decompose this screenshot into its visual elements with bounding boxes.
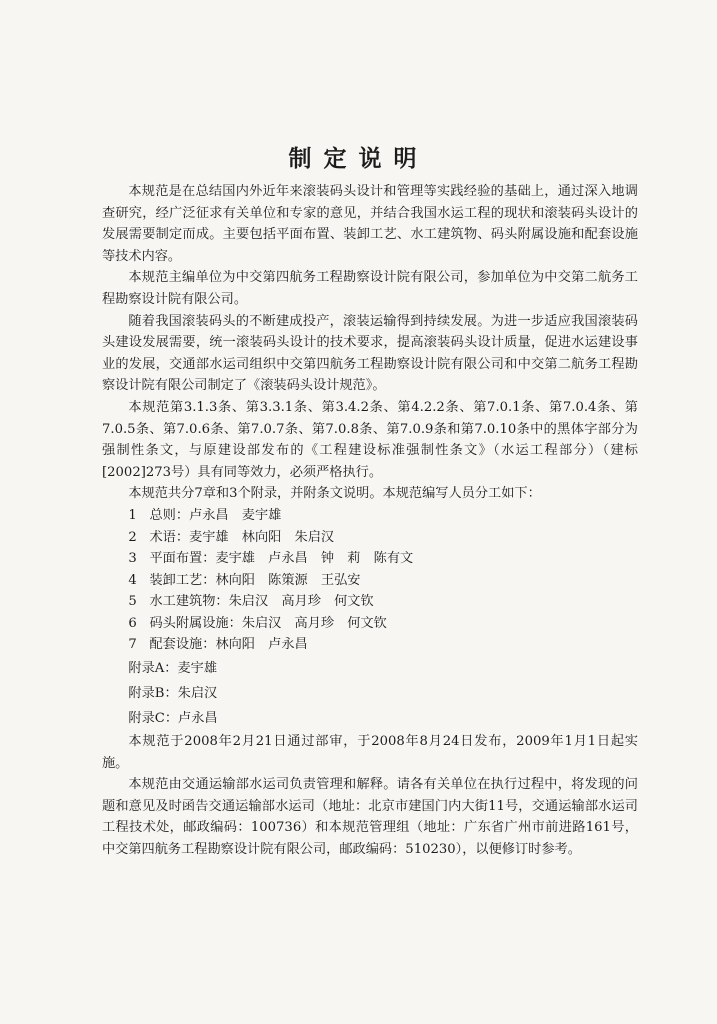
author-item-section: 码头附属设施： bbox=[149, 615, 242, 631]
author-item-section: 装卸工艺： bbox=[149, 572, 216, 588]
paragraph-editors: 本规范主编单位为中交第四航务工程勘察设计院有限公司，参加单位为中交第二航务工程勘察设计院有限公司。 bbox=[102, 270, 638, 307]
author-item-section: 术语： bbox=[149, 529, 190, 545]
appendix-item: 附录C：卢永昌 bbox=[128, 711, 218, 727]
author-list-item bbox=[102, 548, 638, 570]
author-item-names: 麦宇雄 卢永昌 钟 莉 陈有文 bbox=[215, 551, 414, 567]
author-item-number: 6 bbox=[128, 615, 137, 631]
author-item-number: 5 bbox=[128, 594, 137, 610]
paragraph-effective-date: 本规范于2008年2月21日通过部审，于2008年8月24日发布，2009年1月1日起实施。 bbox=[102, 734, 638, 771]
page-title: 制定说明 bbox=[288, 145, 429, 172]
author-list-item bbox=[102, 634, 638, 656]
author-item-names: 林向阳 陈策源 王弘安 bbox=[215, 572, 361, 588]
author-list-item bbox=[102, 613, 638, 635]
author-list-item bbox=[102, 591, 638, 613]
document-body bbox=[102, 181, 638, 861]
appendix-list bbox=[102, 656, 638, 731]
paragraph-mandatory-clauses: 本规范第3.1.3条、第3.3.1条、第3.4.2条、第4.2.2条、第7.0.1条、第7.0.4条、第7.0.5条、第7.0.6条、第7.0.7条、第7.0.8条、第7.0.9条和第7.0.10条中的黑体字部分为强制性条文，与原建设部发布的《工程建设标准强制性条文》（水运工程部分）（建标[2002]273号）具有同等效力，必须严格执行。 bbox=[102, 399, 638, 480]
author-item-number: 7 bbox=[128, 637, 137, 653]
author-item-names: 麦宇雄 林向阳 朱启汉 bbox=[189, 529, 335, 545]
author-item-section: 总则： bbox=[149, 507, 190, 523]
author-list bbox=[102, 505, 638, 656]
author-item-names: 朱启汉 高月珍 何文钦 bbox=[228, 594, 374, 610]
author-item-section: 水工建筑物： bbox=[149, 594, 229, 610]
appendix-item: 附录B：朱启汉 bbox=[128, 686, 218, 702]
paragraph-management-contact: 本规范由交通运输部水运司负责管理和解释。请各有关单位在执行过程中，将发现的问题和意见及时函告交通运输部水运司（地址：北京市建国门内大街11号，交通运输部水运司工程技术处，邮政编码：100736）和本规范管理组（地址：广东省广州市前进路161号，中交第四航务工程勘察设计院有限公司，邮政编码：510230），以便修订时参考。 bbox=[102, 777, 638, 858]
appendix-item: 附录A：麦宇雄 bbox=[128, 661, 218, 677]
author-item-number: 2 bbox=[128, 529, 137, 545]
author-list-item bbox=[102, 570, 638, 592]
author-item-section: 平面布置： bbox=[149, 551, 216, 567]
author-list-item bbox=[102, 505, 638, 527]
author-item-names: 林向阳 卢永昌 bbox=[215, 637, 308, 653]
paragraph-structure: 本规范共分7章和3个附录，并附条文说明。本规范编写人员分工如下： bbox=[128, 486, 541, 502]
author-item-names: 卢永昌 麦宇雄 bbox=[189, 507, 282, 523]
author-item-number: 1 bbox=[128, 507, 137, 523]
author-item-names: 朱启汉 高月珍 何文钦 bbox=[241, 615, 387, 631]
author-item-section: 配套设施： bbox=[149, 637, 216, 653]
paragraph-intro: 本规范是在总结国内外近年来滚装码头设计和管理等实践经验的基础上，通过深入地调查研究，经广泛征求有关单位和专家的意见，并结合我国水运工程的现状和滚装码头设计的发展需要制定而成。主要包括平面布置、装卸工艺、水工建筑物、码头附属设施和配套设施等技术内容。 bbox=[102, 184, 638, 264]
author-item-number: 4 bbox=[128, 572, 137, 588]
paragraph-background: 随着我国滚装码头的不断建成投产，滚装运输得到持续发展。为进一步适应我国滚装码头建设发展需要，统一滚装码头设计的技术要求，提高滚装码头设计质量，促进水运建设事业的发展，交通部水运司组织中交第四航务工程勘察设计院有限公司和中交第二航务工程勘察设计院有限公司制定了《滚装码头设计规范》。 bbox=[102, 313, 638, 394]
author-item-number: 3 bbox=[128, 551, 137, 567]
author-list-item bbox=[102, 527, 638, 549]
